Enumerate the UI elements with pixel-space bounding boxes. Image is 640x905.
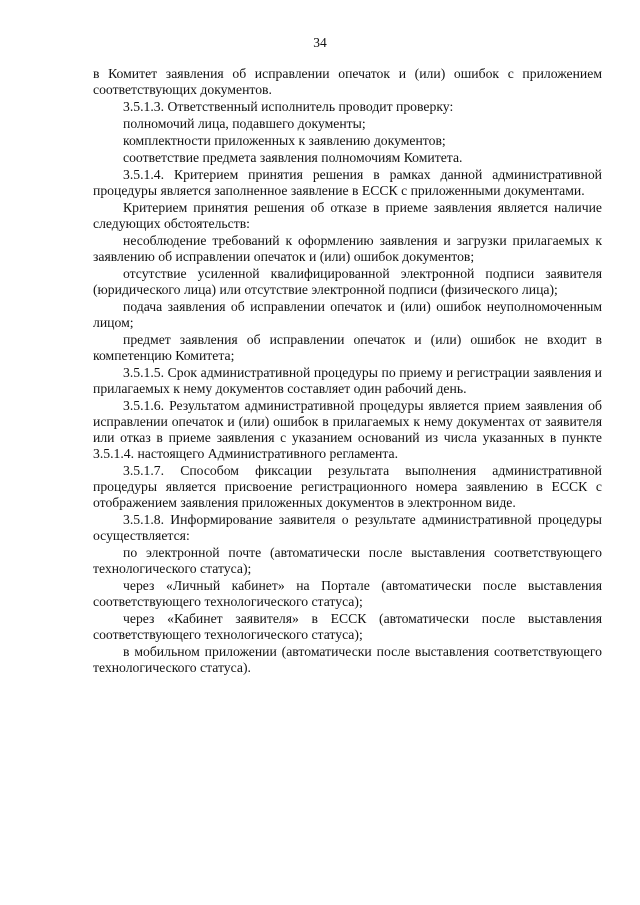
paragraph: несоблюдение требований к оформлению заявления и загрузки прилагаемых к заявлению об исправлении опечаток и (или) ошибок документов; [93, 233, 602, 264]
paragraph: Критерием принятия решения об отказе в приеме заявления является наличие следующих обстоятельств: [93, 200, 602, 231]
paragraph: 3.5.1.3. Ответственный исполнитель проводит проверку: [123, 99, 454, 114]
paragraph: предмет заявления об исправлении опечаток и (или) ошибок не входит в компетенцию Комитета; [93, 332, 602, 363]
document-body [93, 66, 602, 677]
paragraph: 3.5.1.4. Критерием принятия решения в рамках данной административной процедуры является заполненное заявление в ЕССК с приложенными документами. [93, 167, 602, 198]
paragraph: в Комитет заявления об исправлении опечаток и (или) ошибок с приложением соответствующих документов. [93, 66, 602, 97]
paragraph: через «Личный кабинет» на Портале (автоматически после выставления соответствующего технологического статуса); [93, 578, 602, 609]
paragraph: через «Кабинет заявителя» в ЕССК (автоматически после выставления соответствующего технологического статуса); [93, 611, 602, 642]
paragraph: по электронной почте (автоматически после выставления соответствующего технологического статуса); [93, 545, 602, 576]
paragraph: отсутствие усиленной квалифицированной электронной подписи заявителя (юридического лица) или отсутствие электронной подписи (физического лица); [93, 266, 602, 297]
paragraph: 3.5.1.5. Срок административной процедуры по приему и регистрации заявления и прилагаемых к нему документов составляет один рабочий день. [93, 365, 602, 396]
page-number: 34 [313, 35, 327, 50]
paragraph: в мобильном приложении (автоматически после выставления соответствующего технологического статуса). [93, 644, 602, 675]
paragraph: подача заявления об исправлении опечаток и (или) ошибок неуполномоченным лицом; [93, 299, 602, 330]
paragraph: соответствие предмета заявления полномочиям Комитета. [123, 150, 463, 165]
paragraph: 3.5.1.7. Способом фиксации результата выполнения административной процедуры является присвоение регистрационного номера заявлению в ЕССК с отображением заявления приложенных документов в электронном виде. [93, 463, 602, 510]
paragraph: полномочий лица, подавшего документы; [123, 116, 366, 131]
paragraph: 3.5.1.8. Информирование заявителя о результате административной процедуры осуществляется: [93, 512, 602, 543]
paragraph: комплектности приложенных к заявлению документов; [123, 133, 446, 148]
paragraph: 3.5.1.6. Результатом административной процедуры является прием заявления об исправлении опечаток и (или) ошибок в прилагаемых к нему документах от заявителя или отказ в приеме заявления с указанием оснований из числа указанных в пункте 3.5.1.4. настоящего Административного регламента. [93, 398, 602, 461]
